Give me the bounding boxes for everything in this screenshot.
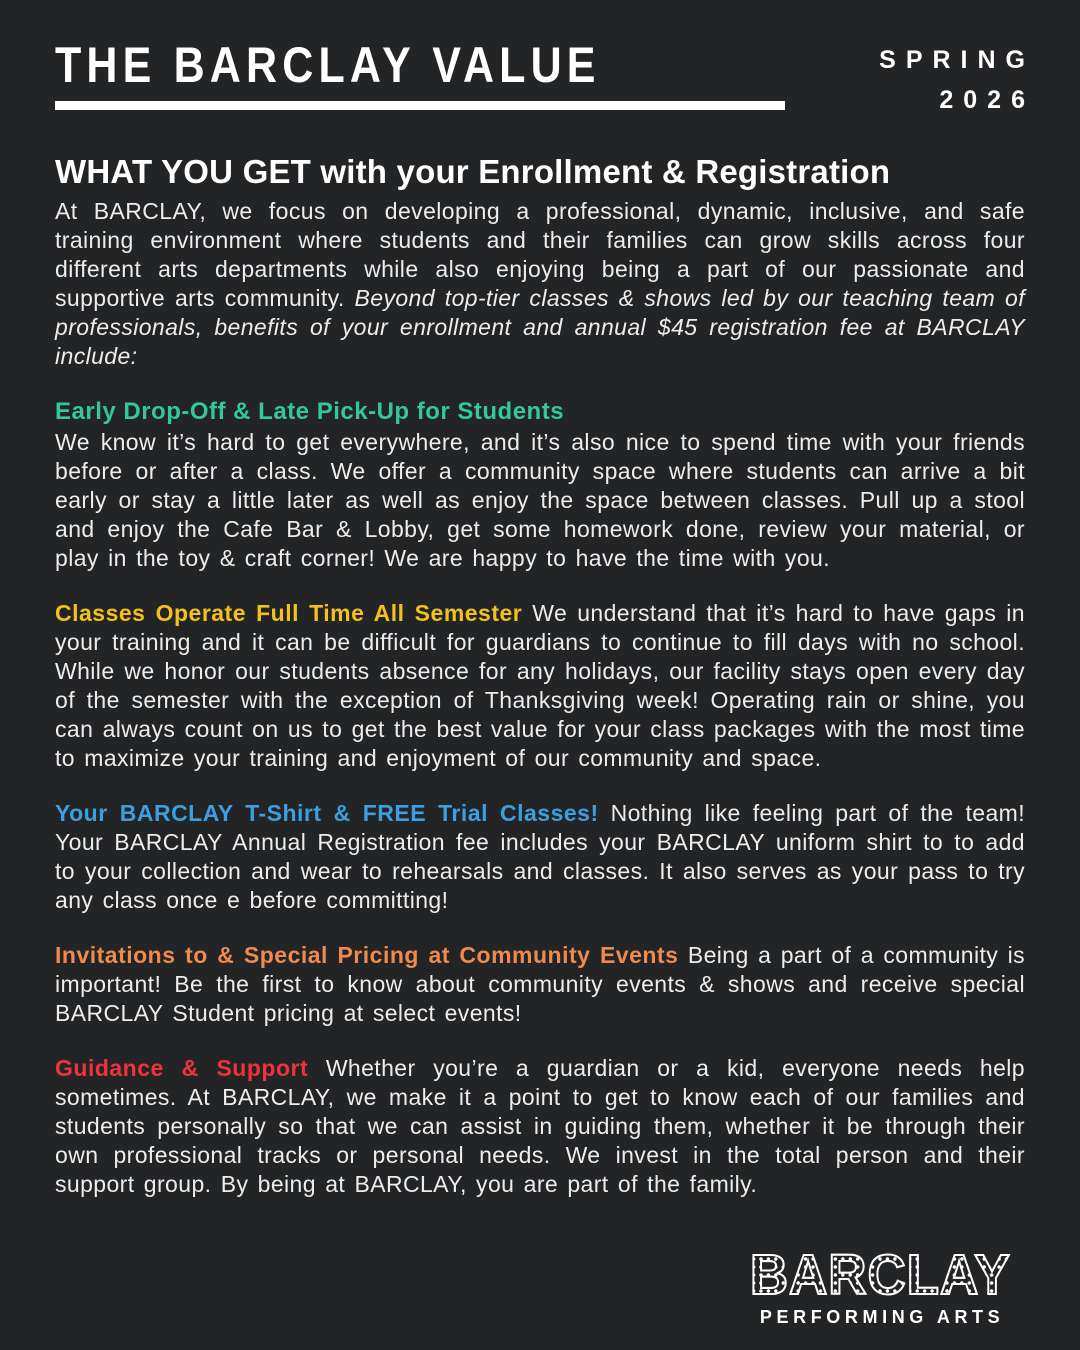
section-body: We know it’s hard to get everywhere, and it’s also nice to spend time with your friends before or after a class. We offer a community space where students can arrive a bit early or stay a little later as well as enjoy the space between classes. Pull up a stool and enjoy the Cafe Bar & Lobby, get some homework done, review your material, or play in the toy & craft corner! We are happy to have the time with you. bbox=[55, 429, 1025, 572]
page-title: THE BARCLAY VALUE bbox=[55, 37, 601, 93]
section-body: We understand that it’s hard to have gaps in your training and it can be difficult for guardians to continue to fill days with no school. While we honor our students absence for any holidays, our facility stays open every day of the semester with the exception of Thanksgiving week! Operating rain or shine, you can always count on us to get the best value for your class packages with the most time to maximize your training and enjoyment of our community and space. bbox=[55, 600, 1025, 772]
intro-body-italic: Beyond top-tier classes & shows led by our teaching team of professionals, benefits of your enrollment and annual $45 registration fee at BARCLAY include: bbox=[55, 285, 1025, 370]
section-heading: Your BARCLAY T-Shirt & FREE Trial Classes! bbox=[55, 800, 599, 827]
barclay-logo bbox=[740, 1243, 1020, 1328]
section-community-events bbox=[55, 941, 1025, 1028]
section-early-dropoff bbox=[55, 397, 1025, 573]
section-heading: Early Drop-Off & Late Pick-Up for Students bbox=[55, 398, 565, 426]
intro-body: At BARCLAY, we focus on developing a professional, dynamic, inclusive, and safe training environment where students and their families can grow skills across four different arts departments while also enjoying being a part of our passionate and supportive arts community. bbox=[55, 198, 1025, 312]
section-body: Whether you’re a guardian or a kid, everyone needs help sometimes. At BARCLAY, we make it a point to get to know each of our families and students personally so that we can assist in guiding them, whether it be through their own professional tracks or personal needs. We invest in the total person and their support group. By being at BARCLAY, you are part of the family. bbox=[55, 1055, 1025, 1198]
title-underline bbox=[55, 101, 785, 110]
section-guidance-support bbox=[55, 1054, 1025, 1199]
issue-date bbox=[879, 40, 1035, 120]
section-body: Being a part of a community is important! Be the first to know about community events & shows and receive special BARCLAY Student pricing at select events! bbox=[55, 942, 1025, 1027]
section-heading: Invitations to & Special Pricing at Community Events bbox=[55, 942, 679, 969]
section-paragraph bbox=[55, 1054, 1025, 1199]
section-paragraph bbox=[55, 599, 1025, 773]
section-full-time-classes bbox=[55, 599, 1025, 773]
barclay-logo-wordmark: BARCLAY bbox=[749, 1243, 1011, 1307]
section-body: Nothing like feeling part of the team! Your BARCLAY Annual Registration fee includes your BARCLAY uniform shirt to to add to your collection and wear to rehearsals and classes. It also serves as your pass to try any class once e before committing! bbox=[55, 800, 1025, 914]
section-heading: Classes Operate Full Time All Semester bbox=[55, 600, 523, 627]
page-header bbox=[55, 37, 1035, 120]
section-paragraph bbox=[55, 941, 1025, 1028]
section-tshirt-trial bbox=[55, 799, 1025, 915]
title-block bbox=[55, 37, 785, 110]
barclay-logo-tagline: PERFORMING ARTS bbox=[759, 1307, 1005, 1327]
issue-year: 2026 bbox=[939, 86, 1035, 114]
intro-paragraph bbox=[55, 197, 1025, 371]
issue-season: SPRING bbox=[879, 46, 1035, 74]
section-heading: Guidance & Support bbox=[55, 1055, 309, 1082]
intro-heading: WHAT YOU GET with your Enrollment & Registration bbox=[55, 153, 891, 190]
section-paragraph bbox=[55, 799, 1025, 915]
